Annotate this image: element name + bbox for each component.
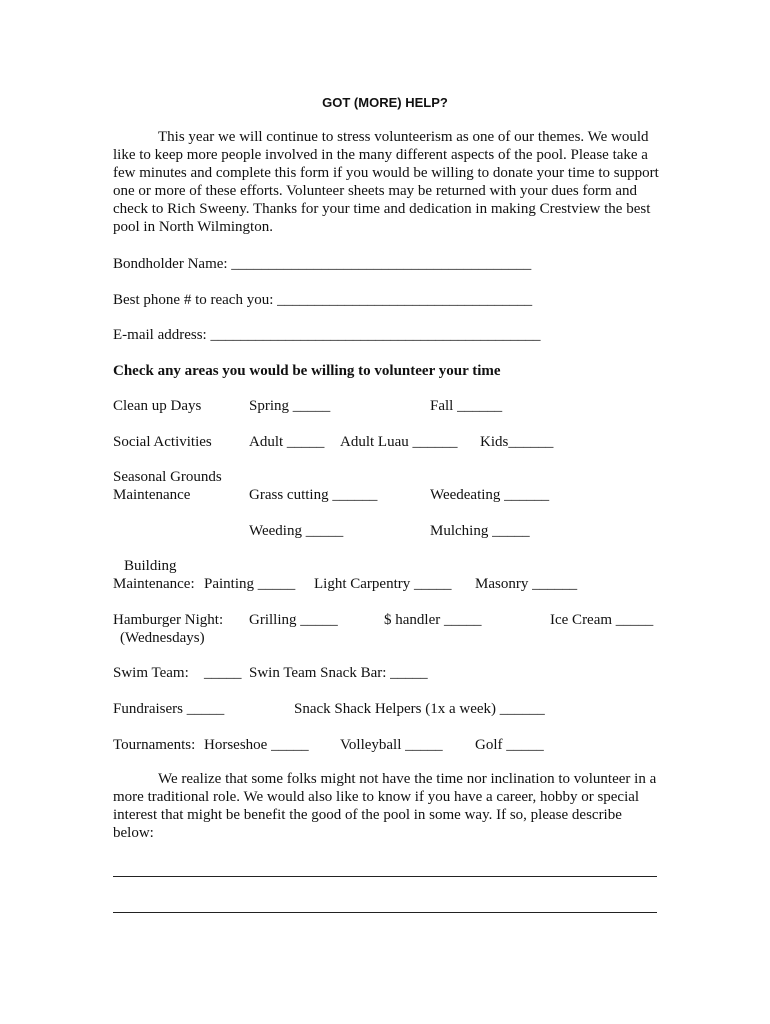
cleanup-spring-option[interactable]: Spring _____ [249,398,331,414]
building-light-carpentry-option[interactable]: Light Carpentry _____ [314,576,452,592]
social-activities-label: Social Activities [113,434,212,450]
tournaments-label: Tournaments: [113,737,196,753]
building-label-line1: Building [124,558,177,574]
grounds-weedeating-option[interactable]: Weedeating ______ [430,487,550,503]
social-kids-option[interactable]: Kids______ [480,434,554,450]
social-adult-luau-option[interactable]: Adult Luau ______ [340,434,458,450]
social-adult-option[interactable]: Adult _____ [249,434,325,450]
grounds-grass-cutting-option[interactable]: Grass cutting ______ [249,487,378,503]
hamburger-night-sublabel: (Wednesdays) [120,630,205,646]
snack-shack-helpers-option[interactable]: Snack Shack Helpers (1x a week) ______ [294,701,545,717]
swim-team-label: Swim Team: [113,665,189,681]
hamburger-grilling-option[interactable]: Grilling _____ [249,612,338,628]
grounds-label-line1: Seasonal Grounds [113,469,222,485]
tournaments-volleyball-option[interactable]: Volleyball _____ [340,737,443,753]
description-line-1[interactable] [113,876,657,877]
tournaments-golf-option[interactable]: Golf _____ [475,737,544,753]
check-areas-heading: Check any areas you would be willing to volunteer your time [113,363,501,379]
closing-paragraph [113,770,661,842]
intro-paragraph [113,128,661,236]
hamburger-money-handler-option[interactable]: $ handler _____ [384,612,482,628]
building-masonry-option[interactable]: Masonry ______ [475,576,578,592]
swim-team-snack-bar-option[interactable]: Swin Team Snack Bar: _____ [249,665,428,681]
grounds-mulching-option[interactable]: Mulching _____ [430,523,530,539]
cleanup-fall-option[interactable]: Fall ______ [430,398,503,414]
intro-text: This year we will continue to stress volunteerism as one of our themes. We would like to keep more people involved in the many different aspects of the pool. Please take a few minutes and complete this form if you would be willing to donate your time to support one or more of these efforts. Volunteer sheets may be returned with your dues form and check to Rich Sweeny. Thanks for your time and dedication in making Crestview the best pool in North Wilmington. [113,129,659,235]
fundraisers-option[interactable]: Fundraisers _____ [113,701,225,717]
grounds-label-line2: Maintenance [113,487,191,503]
description-line-2[interactable] [113,912,657,913]
swim-team-blank[interactable]: _____ [204,665,242,681]
hamburger-ice-cream-option[interactable]: Ice Cream _____ [550,612,654,628]
grounds-weeding-option[interactable]: Weeding _____ [249,523,344,539]
hamburger-night-label: Hamburger Night: [113,612,224,628]
cleanup-days-label: Clean up Days [113,398,202,414]
building-label-line2: Maintenance: [113,576,195,592]
closing-text: We realize that some folks might not have the time nor inclination to volunteer in a more traditional role. We would also like to know if you have a career, hobby or special interest that might be benefit the good of the pool in some way. If so, please describe below: [113,771,657,841]
form-title: GOT (MORE) HELP? [322,95,448,110]
building-painting-option[interactable]: Painting _____ [204,576,296,592]
bondholder-name-field[interactable]: Bondholder Name: ________________________________________ [113,256,532,272]
phone-field[interactable]: Best phone # to reach you: __________________________________ [113,292,533,308]
tournaments-horseshoe-option[interactable]: Horseshoe _____ [204,737,309,753]
email-field[interactable]: E-mail address: ____________________________________________ [113,327,541,343]
